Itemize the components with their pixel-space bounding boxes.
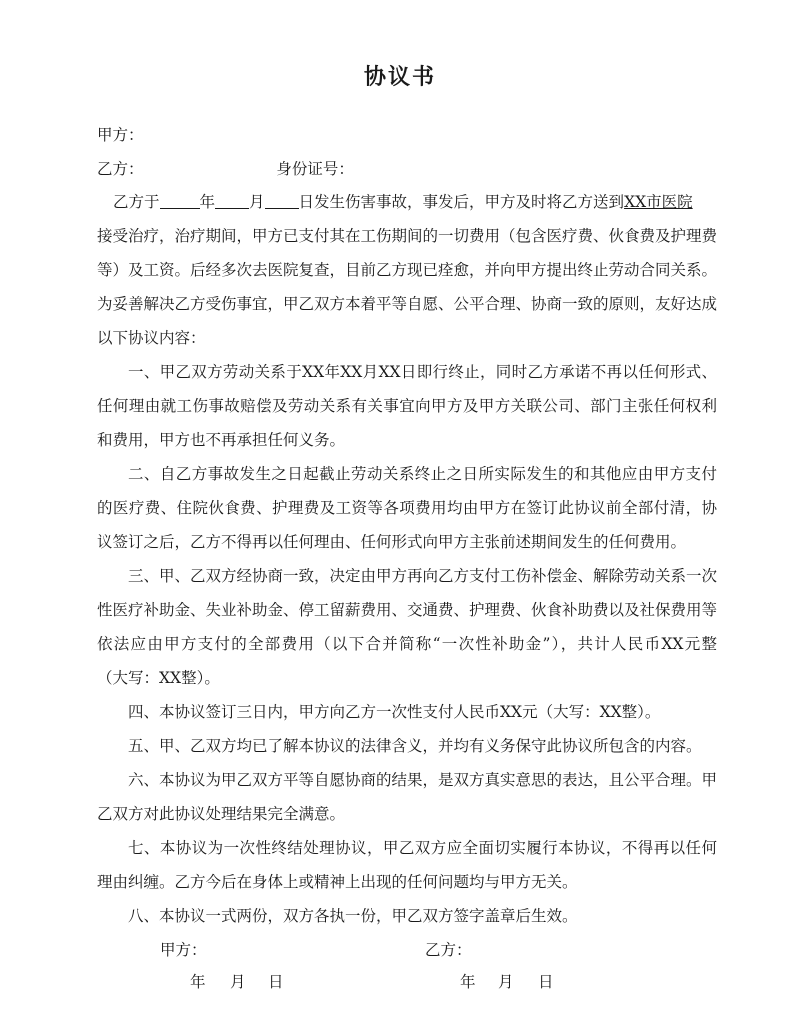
- clause-3-line-1: 三、甲、乙双方经协商一致，决定由甲方再向乙方支付工伤补偿金、解除劳动关系一次: [128, 567, 718, 585]
- clause-1-line-2: 任何理由就工伤事故赔偿及劳动关系有关事宜向甲方及甲方关联公司、部门主张任何权利: [97, 397, 717, 415]
- intro-line-5: 以下协议内容：: [97, 329, 206, 347]
- signature-b-year: 年: [460, 973, 476, 991]
- clause-5-line-1: 五、甲、乙双方均已了解本协议的法律含义，并均有义务保守此协议所包含的内容。: [128, 737, 702, 755]
- clause-2-line-1: 二、自乙方事故发生之日起截止劳动关系终止之日所实际发生的和其他应由甲方支付: [128, 465, 717, 483]
- clause-1-line-3: 和费用，甲方也不再承担任何义务。: [97, 431, 346, 449]
- clause-3-line-3: 依法应由甲方支付的全部费用（以下合并简称“一次性补助金”），共计人民币XX元整: [97, 635, 717, 653]
- party-b-label: 乙方：: [97, 160, 144, 178]
- clause-2-line-3: 议签订之后，乙方不得再以任何理由、任何形式向甲方主张前述期间发生的任何费用。: [97, 533, 687, 551]
- signature-a-day: 日: [268, 973, 284, 991]
- signature-party-b-label: 乙方：: [425, 941, 472, 959]
- signature-a-year: 年: [190, 973, 206, 991]
- clause-6-line-2: 乙双方对此协议处理结果完全满意。: [97, 805, 346, 823]
- signature-party-a-label: 甲方：: [160, 941, 207, 959]
- clause-3-line-2: 性医疗补助金、失业补助金、停工留薪费用、交通费、护理费、伙食补助费以及社保费用等: [97, 601, 718, 619]
- clause-8-line-1: 八、本协议一式两份，双方各执一份，甲乙双方签字盖章后生效。: [128, 907, 578, 925]
- signature-b-day: 日: [538, 973, 554, 991]
- year-blank: [160, 194, 200, 209]
- document-title: 协议书: [363, 65, 436, 90]
- intro-line-2: 接受治疗，治疗期间，甲方已支付其在工伤期间的一切费用（包含医疗费、伙食费及护理费: [97, 227, 718, 245]
- intro-line-1: 乙方于 年 月 日发生伤害事故，事发后，甲方及时将乙方送到XX市医院: [113, 193, 693, 211]
- clause-3-line-4: （大写：XX整）。: [97, 669, 220, 687]
- signature-a-month: 月: [230, 973, 246, 991]
- intro-line-3: 等）及工资。后经多次去医院复查，目前乙方现已痊愈，并向甲方提出终止劳动合同关系。: [97, 261, 718, 279]
- month-blank: [215, 194, 249, 209]
- id-number-label: 身份证号：: [276, 160, 354, 178]
- intro-line-4: 为妥善解决乙方受伤事宜，甲乙双方本着平等自愿、公平合理、协商一致的原则，友好达成: [97, 295, 718, 313]
- clause-6-line-1: 六、本协议为甲乙双方平等自愿协商的结果，是双方真实意思的表达，且公平合理。甲: [128, 771, 718, 789]
- clause-7-line-2: 理由纠缠。乙方今后在身体上或精神上出现的任何问题均与甲方无关。: [97, 873, 578, 891]
- clause-2-line-2: 的医疗费、住院伙食费、护理费及工资等各项费用均由甲方在签订此协议前全部付清，协: [97, 499, 717, 517]
- clause-1-line-1: 一、甲乙双方劳动关系于XX年XX月XX日即行终止，同时乙方承诺不再以任何形式、: [128, 363, 717, 381]
- party-a-label: 甲方：: [97, 126, 144, 144]
- party-a-line: [97, 125, 717, 145]
- signature-b-month: 月: [498, 973, 514, 991]
- day-blank: [265, 194, 299, 209]
- clause-4-line-1: 四、本协议签订三日内，甲方向乙方一次性支付人民币XX元（大写：XX整）。: [128, 703, 661, 721]
- party-b-line: [97, 159, 717, 179]
- clause-7-line-1: 七、本协议为一次性终结处理协议，甲乙双方应全面切实履行本协议，不得再以任何: [128, 839, 717, 857]
- hospital-name: XX市医院: [624, 193, 693, 211]
